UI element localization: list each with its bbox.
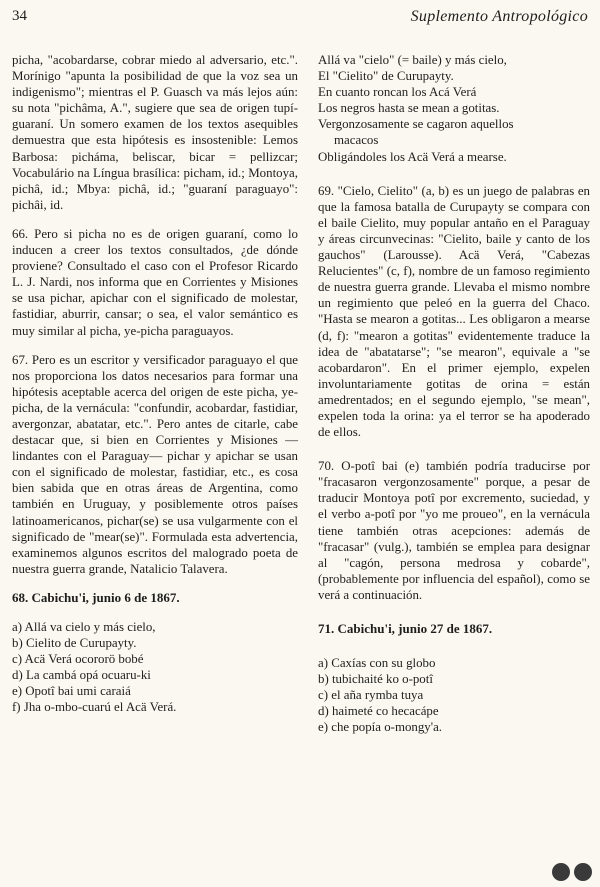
verse-line: d) haimeté co hecacápe xyxy=(318,704,439,719)
left-column xyxy=(12,52,298,716)
verse-line: c) el aña rymba tuya xyxy=(318,688,424,703)
poem-line: En cuanto roncan los Acá Verá xyxy=(318,85,477,100)
verse-line: b) tubichaité ko o-potî xyxy=(318,672,433,687)
page-header xyxy=(12,8,590,30)
verse-line: a) Caxías con su globo xyxy=(318,656,436,671)
viewer-controls xyxy=(552,863,592,881)
poem-line: El "Cielito" de Curupayty. xyxy=(318,69,454,84)
paragraph-66: 66. Pero si picha no es de origen guaraní, como lo inducen a creer los textos consultados, ¿de dónde proviene? Consultado el caso con el Profesor Ricardo L. J. Nardi, nos informa que en Corrientes y Misiones se usa pichar, apichar con el significado de molestar, fastidiar, aburrir, cansar; o sea, el valor semántico es muy similar al picha, ye-picha paraguayos. xyxy=(12,226,298,338)
poem-line: Los negros hasta se mean a gotitas. xyxy=(318,101,500,116)
circle-icon[interactable] xyxy=(574,863,592,881)
poem-line: macacos xyxy=(334,133,379,148)
section-heading-68: 68. Cabichu'i, junio 6 de 1867. xyxy=(12,589,180,605)
verse-list-71 xyxy=(318,655,590,735)
paragraph-67: 67. Pero es un escritor y versificador paraguayo el que nos proporciona los datos necesarios para formar una hipótesis aceptable acerca del origen de este picha, ye-picha, de la vernácula: "confundir, acobardar, fastidiar, avergonzar, abatatar, etc.". Pero antes de citarle, cabe destacar que, si bien en Corrientes y Misiones —lindantes con el Paraguay— pichar y apichar se usan con el significado de molestar, fastidiar, etc., es cosa bien sabida que en otras áreas de Argentina, como también en Uruguay, y posiblemente otros países latinoamericanos, pichar(se) se usa vulgarmente con el significado de "mear(se)". Formulada esta advertencia, examinemos algunos escritos del malogrado poeta de nuestra guerra grande, Natalicio Talavera. xyxy=(12,352,298,576)
poem-line: Allá va "cielo" (= baile) y más cielo, xyxy=(318,53,507,67)
verse-line: b) Cielito de Curupayty. xyxy=(12,636,137,651)
paragraph-70: 70. O-potî bai (e) también podría traducirse por "fracasaron vergonzosamente" porque, a pesar de traducir Montoya potî por excremento, suciedad, y el verbo a-potî por "yo me proueo", en la vernácula tiene también otras acepciones: además de "fracasar" (vulg.), también se emplea para designar al "cagón, persona medrosa y cobarde", (probablemente por influencia del español), como se verá a continuación. xyxy=(318,459,590,602)
paragraph-69: 69. "Cielo, Cielito" (a, b) es un juego de palabras en que la famosa batalla de Curupayty se compara con el baile Cielito, muy popular antaño en el Paraguay y áreas circunvecinas: "Cielito, baile y canto de los gauchos" (Larousse). Acä Verá, "Cabezas Relucientes" (c, f), nombre de un famoso regimiento de nuestra guerra grande. Llevaba el mismo nombre un regimiento que peleó en la guerra del Chaco. "Hasta se mearon a gotitas... Les obligaron a mearse (d, f): "mearon a gotitas" evidentemente traduce la idea de "abatatarse"; "se mearon", equivale a "se acobardaron". En el primer ejemplo, expelen involuntariamente gotitas de orina = están amedrentados; en el segundo ejemplo, "se mean", expelen toda la orina: ya el terror se ha apoderado de ellos. xyxy=(318,183,590,440)
circle-icon[interactable] xyxy=(552,863,570,881)
verse-line: c) Acä Verá ocororö bobé xyxy=(12,652,144,667)
page-number: 34 xyxy=(12,8,27,24)
verse-line: f) Jha o-mbo-cuarú el Acä Verá. xyxy=(12,700,177,715)
running-title: Suplemento Antropológico xyxy=(410,8,588,25)
paragraph-65-continued: picha, "acobardarse, cobrar miedo al adversario, etc.". Morínigo "apunta la posibilidad de que la voz sea un indigenismo"; mientras el P. Guasch va más lejos aún: su nota "pichâma, A.", sugiere que sea de origen tupí-guaraní. Un somero examen de los textos asequibles demuestra que esta hipótesis es insostenible: Lemos Barbosa: picháma, beliscar, bicar = pellizcar; Vocabulário na Língua brasílica: picham, id.; Montoya, pichâ, id.; Mbya: pichâ, id.; "guaraní paraguayo": pichâi, id. xyxy=(12,53,298,212)
verse-list-68 xyxy=(12,619,298,716)
verse-line: e) che popía o-mongy'a. xyxy=(318,720,443,735)
verse-line: e) Opotî bai umi caraiá xyxy=(12,684,131,699)
right-column xyxy=(318,52,590,736)
section-heading-71: 71. Cabichu'i, junio 27 de 1867. xyxy=(318,621,493,636)
verse-line: d) La cambá opá ocuaru-ki xyxy=(12,668,151,683)
poem-line: Obligándoles los Acä Verá a mearse. xyxy=(318,149,507,164)
verse-line: a) Allá va cielo y más cielo, xyxy=(12,620,156,634)
translated-poem xyxy=(318,52,590,165)
poem-line: Vergonzosamente se cagaron aquellos xyxy=(318,117,514,132)
